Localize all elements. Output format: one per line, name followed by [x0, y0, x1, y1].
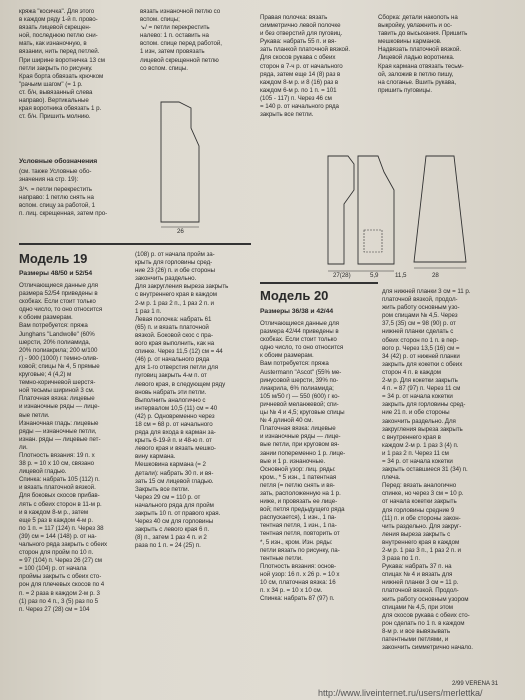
front-schematic — [318, 150, 408, 280]
back-schematic — [155, 98, 215, 233]
dim-27: 27(28) — [333, 272, 351, 279]
col1-top-text: кряжа "косичка". Для этого в каждом ряду 1-й п. прово- вязать лицевой скрещен- ной, последнюю петлю сни- мать, как изнаночную, в вязании, нить перед петлей. При ширине воротничка 13 см петли закрыть по рисунку. Края борта обвязать крючком "рачьим шагом" (= 1 р. ст. б/н, вывязанный слева направо). Вертикальные края воротника обвязать 1 р. ст. б/н. Пришить молнию. — [19, 8, 105, 121]
watermark: http://www.liveinternet.ru/users/merlettka/ — [318, 688, 483, 698]
model-19-sizes: Размеры 48/50 и 52/54 — [19, 270, 93, 277]
model-19-title: Модель 19 — [19, 251, 88, 266]
dim-115: 11,5 — [395, 272, 407, 279]
model-19-text-col2: (108) р. от начала пройм за- крыть для горловины сред- ние 23 (26) п. и обе стороны закончить раздельно. Для закругления выреза закрыть с внутреннего края в каждом 2-м р. 1 раз 2 п., 1 раз 2 п. и 1 раз 1 п. Левая полочка: набрать 61 (65) п. и вязать платочной вязкой. Боковой скос с пра- вого края выполнить, как на спинке. Через 11,5 (12) см = 44 (46) р. от начального ряда для 1-го отверстия петли для пуговиц закрыть 4-м п. от левого края, в следующем ряду вновь набрать эти петли. Выполнить аналогично с интервалом 10,5 (11) см = 40 (42) р. Одновременно через 18 см = 68 р. от начального ряда для входа в карман за- крыть 6-19-й п. и 48-ю п. от левого края и вязать мешко- вину кармана. Мешковина кармана (= 2 детали): набрать 30 п. и вя- зать 15 см лицевой гладью. Закрыть все петли. Через 29 см = 110 р. от начального ряда для пройм закрыть 10 п. от правого края. Через 40 см для горловины закрыть с левого края 6 п. (8) п., затем 1 раз 4 п. и 2 раза по 1 п. = 24 (25) п. — [135, 251, 229, 550]
model-20-text: Отличающиеся данные для размера 42/44 приведены в скобках. Если стоит только одно число, то оно относится к обоим размерам. Вам потребуется: пряжа Austermann "Ascot" (55% ме- ринусовой шерсти, 39% по- лиакрила, 6% полиамида; 105 м/50 г) — 550 (600) г ко- ричневой меланжевой; спи- цы № 4 и 4,5; круговые спицы № 4 длиной 40 см. Платочная вязка: лицевые и изнаночные ряды — лице- вые петли, при круговом вя- зании попеременно 1 р. лице- вые и 1 р. изнаночные. Основной узор: лиц. ряды: кром., * 5 изн., 1 патентная петля (= петлю снять и вя- зать, расположенную на 1 р. ниже, и провязать ее лице- вой; петля предыдущего ряда распускается), 1 изн., 1 па- тентная петля, 1 изн., 1 па- тентная петля, повторить от *, 5 изн., кром. Изн. ряды: петли вязать по рисунку, па- тентные петли. Плотность вязания: основ- ной узор: 16 п. х 26 р. = 10 х 10 см, платочная вязка: 16 п. х 34 р. = 10 х 10 см. Спинка: набрать 87 (97) п. — [260, 320, 346, 603]
sleeve-schematic — [408, 150, 473, 275]
model-20-title: Модель 20 — [260, 288, 329, 303]
page-footer: 2/99 VERENA 31 — [452, 681, 499, 687]
section-divider-right — [260, 282, 378, 284]
dim-59: 5,9 — [370, 272, 379, 279]
section-divider-left — [19, 243, 251, 245]
dim-28: 28 — [432, 272, 439, 279]
col4-top-text: Сборка: детали наколоть на выкройку, увлажнить и ос- тавить до высыхания. Пришить мешковины карманов. Надвязать платочной вязкой. Лицевой ладью воротника. Края кармана отвязать тесьм- ой, заложив в петлю пишу, на слоганье. Вшить рукава, пришить пуговицы. — [378, 14, 468, 94]
model-20-sizes: Размеры 36/38 и 42/44 — [260, 308, 334, 315]
model-19-text: Отличающиеся данные для размера 52/54 приведены в скобках. Если стоит только одно число, то оно относится к обоим размерам. Вам потребуется: пряжа Junghans "Landwolle" (60% шерсти, 20% полиамида, 20% полиакрила; 200 м/100 г) - 900 (1000) г темно-олив- ковой; спицы № 4, 5 прямые круговые; 4 (4,2) м темно-коричневой шерстя- ной тесьмы шириной 3 см. Платочная вязка: лицевые и изнаночные ряды — лице- вые петли. Изнаночная гладь: лицевые ряды — изнаночные петли, изнан. ряды — лицевые пет- ли. Плотность вязания: 19 п. х 38 р. = 10 х 10 см, связано лицевой гладью. Спинка: набрать 105 (112) п. и вязать платочной вязкой. Для боковых скосов прибав- лять с обеих сторон в 11-м р. и в каждом 8-м р., затем еще 5 раз в каждом 4-м р. по 1 п. = 117 (124) п. Через 38 (39) см = 144 (148) р. от на- чального ряда закрыть с обеих сторон для пройм по 10 п. = 97 (104) п. Через 26 (27) см = 100 (104) р. от начала проймы закрыть с обеих сто- рон для плечевых скосов по 4 п. = 2 раза в каждом 2-м р. 3 (1) раз по 4 п., 3 (5) раз по 5 п. Через 27 (28) см = 104 — [19, 282, 108, 613]
model-20-text-col2: для нижней планки 3 см = 11 р. платочной вязкой, продол- жить работу основным узо- ром спицами № 4,5. Через 37,5 (35) см = 98 (90) р. от нижней планки сделать с обеих сторон по 1 п. в пер- вого р. Через 13,5 (16) см = 34 (42) р. от нижней планки закрыть для кокетки с обеих сторон 4 п. в каждом 2-м р. Для кокетки закрыть 4 п. = 87 (97) п. Через 11 см = 34 р. от начала кокетки закрыть для горловины сред- ние 21 п. и обе стороны закончить раздельно. Для закругления выреза закрыть с внутреннего края в каждом 2-м р. 1 раз 3 (4) п. и 1 раз 2 п. Через 11 см = 34 р. от начала кокетки закрыть оставшиеся 31 (34) п. плеча. Перед: вязать аналогично спинке, но через 3 см = 10 р. от начала кокетки закрыть для горловины средние 9 (11) п. и обе стороны закон- чить раздельно. Для закруг- ления выреза закрыть с внутреннего края в каждом 2-м р. 1 раз 3 п., 1 раз 2 п. и 3 раза по 1 п. Рукава: набрать 37 п. на спицах № 4 и вязать для нижней планки 3 см = 11 р. платочной вязкой. Продол- жить работу основным узором спицами № 4,5, при этом для скосов рукава с обеих сто- рон сделать по 1 п. в каждом 8-м р. и все вывязывать патентными петлями, и закончить симметрично начало. — [382, 288, 473, 652]
dim-26: 26 — [177, 228, 184, 235]
col2-top-text: вязать изнаночной петлю со вспом. спицы; ↘/ = петли перекрестить налево: 1 п. оставить на вспом. спице перед работой, 1 изн, затем провязать лицевой скрещенной петлю со вспом. спицы. — [140, 8, 222, 72]
col3-top-text: Правая полочка: вязать симметрично левой полочке и без отверстий для пуговиц. Рукава: набрать 55 п. и вя- зать планкой платочной вязкой. Для скосов рукава с обеих сторон в 7-ч р. от начального ряда, затем еще 14 (8) раз в каждом 8-м р. и 8 (16) раз в каждом 6-м р. по 1 п. = 101 (105 - 117) п. Через 46 см = 140 р. от начального ряда закрыть все петли. — [260, 14, 351, 119]
legend-subtitle: (см. также Условные обо- значения на стр. 19): — [19, 168, 92, 184]
legend-text: 3/↖ = петли перекрестить направо: 1 петлю снять на вспом. спицу за работой, 1 п. лиц. скрещенная, затем про- — [19, 186, 108, 218]
legend-title: Условные обозначения — [19, 158, 98, 165]
